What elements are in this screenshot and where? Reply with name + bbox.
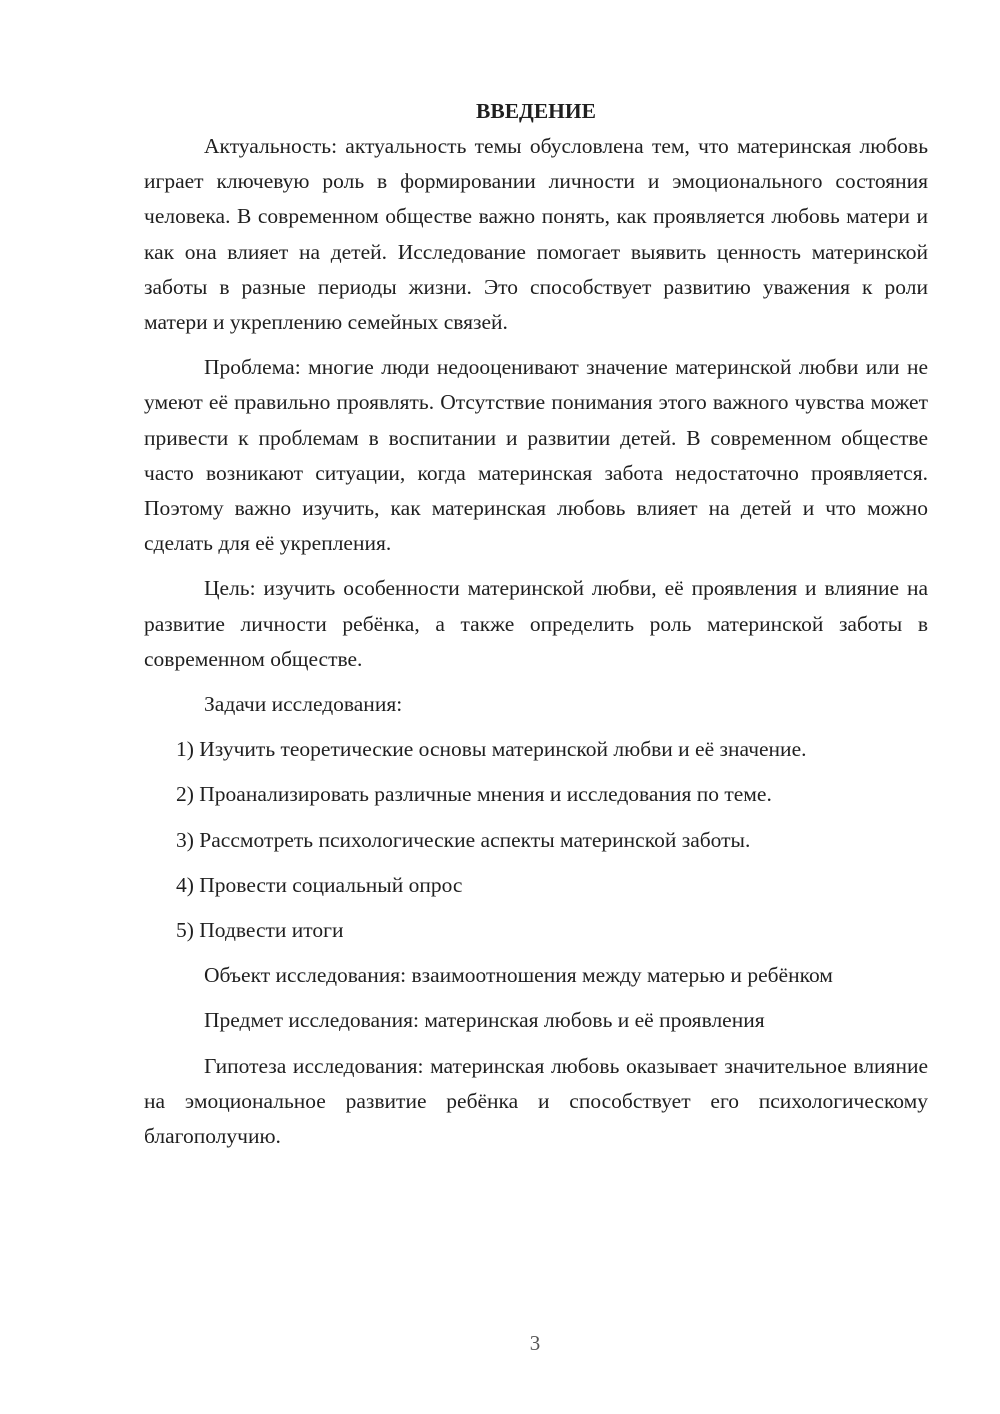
task-item-1: 1) Изучить теоретические основы материнской любви и её значение. (176, 737, 807, 762)
page-content (144, 94, 928, 1164)
tasks-heading: Задачи исследования: (204, 692, 403, 717)
task-item-5: 5) Подвести итоги (176, 918, 344, 943)
tasks-list (144, 732, 928, 948)
goal-paragraph: Цель: изучить особенности материнской любви, её проявления и влияние на развитие личности ребёнка, а также определить роль материнской заботы в современном обществе. (144, 576, 928, 671)
relevance-paragraph: Актуальность: актуальность темы обусловлена тем, что материнская любовь играет ключевую роль в формировании личности и эмоционального состояния человека. В современном обществе важно понять, как проявляется любовь матери и как она влияет на детей. Исследование помогает выявить ценность материнской заботы в разные периоды жизни. Это способствует развитию уважения к роли матери и укреплению семейных связей. (144, 134, 928, 335)
task-item-3: 3) Рассмотреть психологические аспекты материнской заботы. (176, 827, 751, 852)
task-item-4: 4) Провести социальный опрос (176, 872, 463, 897)
task-item-2: 2) Проанализировать различные мнения и исследования по теме. (176, 782, 772, 807)
hypothesis-paragraph: Гипотеза исследования: материнская любовь оказывает значительное влияние на эмоциональное развитие ребёнка и способствует его психологическому благополучию. (144, 1053, 928, 1149)
object-paragraph: Объект исследования: взаимоотношения между матерью и ребёнком (204, 963, 833, 988)
section-title: ВВЕДЕНИЕ (476, 99, 596, 123)
page-number: 3 (529, 1331, 541, 1355)
problem-paragraph: Проблема: многие люди недооценивают значение материнской любви или не умеют её правильно проявлять. Отсутствие понимания этого важного чувства может привести к проблемам в воспитании и развитии детей. В современном обществе часто возникают ситуации, когда материнская забота недостаточно проявляется. Поэтому важно изучить, как материнская любовь влияет на детей и что можно сделать для её укрепления. (144, 355, 928, 556)
subject-paragraph: Предмет исследования: материнская любовь и её проявления (204, 1008, 765, 1033)
